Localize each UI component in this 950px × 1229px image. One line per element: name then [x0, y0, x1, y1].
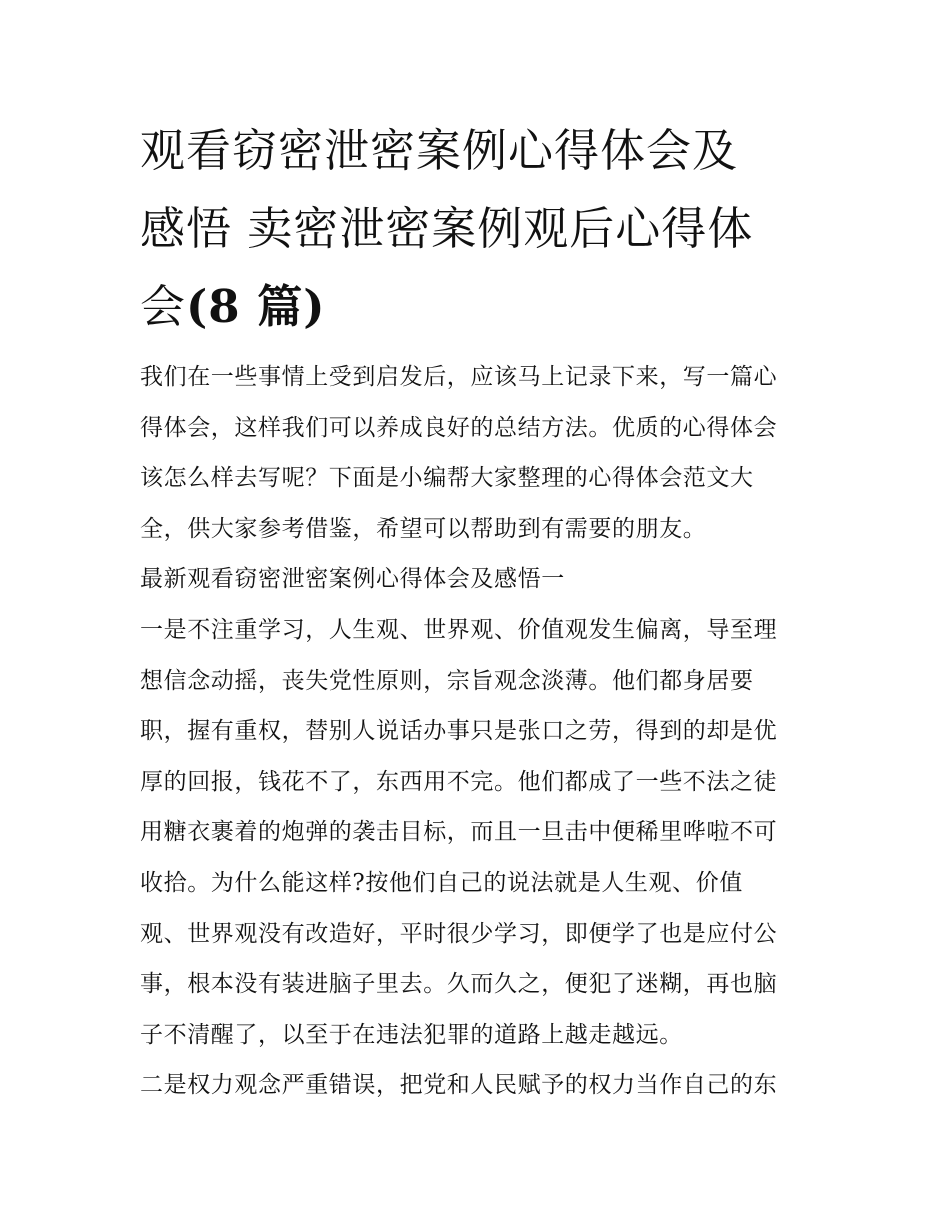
title-line-3 [140, 268, 820, 346]
body-line: 厚的回报，钱花不了，东西用不完。他们都成了一些不法之徒 [140, 768, 778, 795]
document-title [140, 112, 820, 346]
title-line-2: 感悟 卖密泄密案例观后心得体 [140, 202, 754, 255]
body-line: 得体会，这样我们可以养成良好的总结方法。优质的心得体会 [140, 414, 778, 441]
body-line: 该怎么样去写呢？下面是小编帮大家整理的心得体会范文大 [140, 465, 754, 492]
title-line-1: 观看窃密泄密案例心得体会及 [140, 124, 739, 177]
body-line: 观、世界观没有改造好，平时很少学习，即便学了也是应付公 [140, 920, 778, 947]
body-line: 一是不注重学习，人生观、世界观、价值观发生偏离，导至理 [140, 616, 778, 643]
body-line: 二是权力观念严重错误，把党和人民赋予的权力当作自己的东 [140, 1072, 778, 1099]
body-line: 子不清醒了，以至于在违法犯罪的道路上越走越远。 [140, 1021, 683, 1048]
body-line: 职，握有重权，替别人说话办事只是张口之劳，得到的却是优 [140, 718, 778, 745]
body-line: 我们在一些事情上受到启发后，应该马上记录下来，写一篇心 [140, 364, 778, 390]
title-line-3-text: 会 [140, 280, 187, 333]
body-line: 收拾。为什么能这样?按他们自己的说法就是人生观、价值 [140, 869, 743, 896]
body-line: 用糖衣裹着的炮弹的袭击目标，而且一旦击中便稀里哗啦不可 [140, 819, 778, 846]
section-heading: 最新观看窃密泄密案例心得体会及感悟一 [140, 566, 565, 593]
document-body [140, 352, 820, 1111]
body-line: 事，根本没有装进脑子里去。久而久之，便犯了迷糊，再也脑 [140, 971, 778, 998]
document-page [140, 112, 820, 1111]
body-line: 想信念动摇，丧失党性原则，宗旨观念淡薄。他们都身居要 [140, 667, 754, 694]
title-count: (8 篇) [186, 280, 326, 333]
body-line: 全，供大家参考借鉴，希望可以帮助到有需要的朋友。 [140, 515, 707, 542]
